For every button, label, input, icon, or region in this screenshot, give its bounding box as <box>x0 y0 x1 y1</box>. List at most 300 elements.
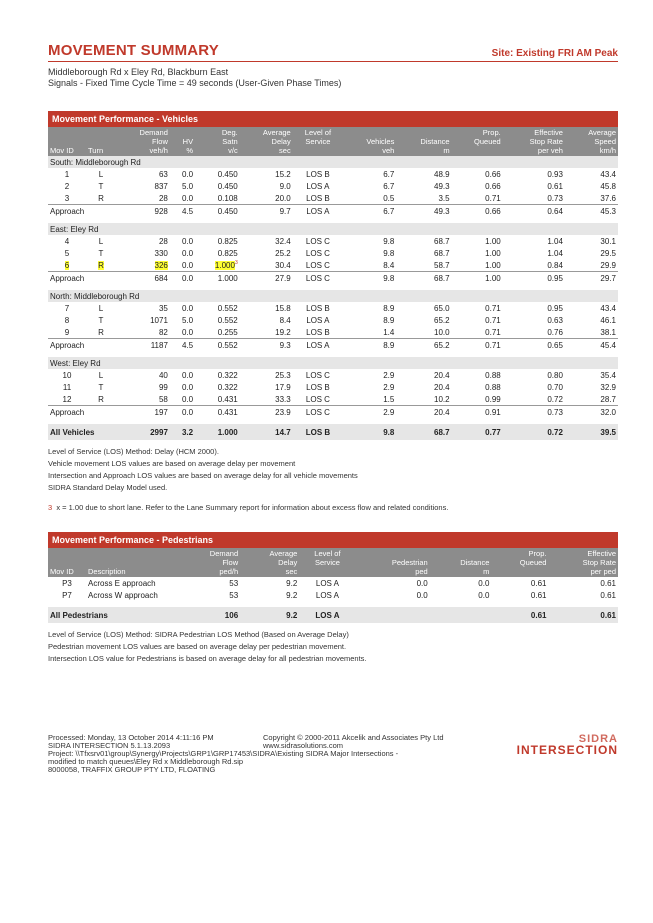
table-cell: 49.3 <box>434 181 450 191</box>
group-row <box>48 156 618 168</box>
table-cell: T <box>98 315 104 325</box>
table-cell: Across W approach <box>88 590 158 600</box>
table-cell: 0.0 <box>478 590 490 600</box>
table-cell: 0.0 <box>416 578 428 588</box>
license-text: 8000058, TRAFFIX GROUP PTY LTD, FLOATING <box>48 765 216 774</box>
table-cell: 9.2 <box>240 607 299 623</box>
table-cell: 7 <box>64 303 70 313</box>
table-cell: 28 <box>158 236 168 246</box>
approach-group-label: East: Eley Rd <box>48 223 618 235</box>
table-cell: LOS A <box>299 607 355 623</box>
table-cell: 10.0 <box>434 327 450 337</box>
table-cell: L <box>98 370 104 380</box>
table-cell: 0.0 <box>181 193 194 203</box>
table-cell: 65.2 <box>434 315 450 325</box>
table-cell: 0.71 <box>485 315 501 325</box>
col-hv: HV % <box>170 127 195 156</box>
table-cell: 10.2 <box>434 394 450 404</box>
table-row <box>48 247 618 259</box>
table-cell: 17.9 <box>275 382 291 392</box>
table-cell: 14.7 <box>240 424 293 440</box>
report-header <box>48 42 618 62</box>
table-cell: 0.66 <box>485 169 501 179</box>
pedestrians-notes <box>48 629 618 665</box>
table-cell: 33.3 <box>275 394 291 404</box>
col-average-delay: Average Delay sec <box>240 548 299 577</box>
table-cell: 10 <box>62 370 72 380</box>
table-row <box>48 589 618 601</box>
footnote-text: x = 1.00 due to short lane. Refer to the Lane Summary report for information about excess flow and related conditions. <box>56 503 449 512</box>
table-cell: R <box>98 193 104 203</box>
table-cell: LOS C <box>293 406 343 419</box>
table-cell: All Pedestrians <box>48 607 180 623</box>
table-cell: T <box>98 382 104 392</box>
highlighted-value: 1.000 <box>214 260 235 270</box>
col-mov-id: Mov ID <box>48 548 86 577</box>
col-queue-distance: Distance m <box>396 127 451 156</box>
approach-group-label: West: Eley Rd <box>48 357 618 369</box>
table-cell: 0.0 <box>181 382 194 392</box>
table-cell: 0.76 <box>547 327 563 337</box>
table-cell: 0.450 <box>217 181 238 191</box>
table-cell: LOS B <box>306 303 330 313</box>
table-cell: LOS A <box>293 339 343 352</box>
table-cell: 20.4 <box>434 370 450 380</box>
col-level-of-service: Level of Service <box>293 127 343 156</box>
table-cell: 0.61 <box>530 578 547 588</box>
table-cell: 29.7 <box>565 272 618 285</box>
table-cell: 0.71 <box>485 193 501 203</box>
table-cell: 0.63 <box>547 315 563 325</box>
copyright-text: Copyright © 2000-2011 Akcelik and Associates Pty Ltd <box>263 733 444 742</box>
approach-row <box>48 406 618 419</box>
table-cell: 65.0 <box>434 303 450 313</box>
table-cell: 0.0 <box>170 406 195 419</box>
table-cell: 0.91 <box>452 406 503 419</box>
pedestrians-note: Pedestrian movement LOS values are based on average delay per pedestrian movement. <box>48 642 347 651</box>
table-cell: 65.2 <box>396 339 451 352</box>
footnote-marker: 3 <box>48 503 53 512</box>
col-demand-flow: Demand Flow veh/h <box>116 127 170 156</box>
table-cell: 0.80 <box>547 370 563 380</box>
col-deg-satn: Deg. Satn v/c <box>195 127 240 156</box>
table-cell: 0.93 <box>547 169 563 179</box>
vehicles-note: SIDRA Standard Delay Model used. <box>48 483 168 492</box>
table-cell: 8.9 <box>383 303 395 313</box>
table-cell: 9.2 <box>286 590 298 600</box>
table-cell: 9 <box>64 327 70 337</box>
table-cell: 6.7 <box>383 181 395 191</box>
table-cell: 0.0 <box>181 260 194 270</box>
table-cell: 0.431 <box>217 394 238 404</box>
table-cell: 0.66 <box>452 205 503 218</box>
table-cell: LOS B <box>306 382 330 392</box>
table-cell: 53 <box>229 590 239 600</box>
table-cell: LOS C <box>305 248 330 258</box>
table-cell: 58 <box>158 394 168 404</box>
table-row <box>48 302 618 314</box>
vehicles-table <box>48 127 618 440</box>
highlighted-value: 6 <box>64 260 70 270</box>
table-cell <box>116 259 170 272</box>
location-text: Middleborough Rd x Eley Rd, Blackburn East <box>48 67 229 77</box>
table-cell: 20.0 <box>275 193 291 203</box>
table-cell: 23.9 <box>240 406 293 419</box>
col-description: Description <box>86 548 180 577</box>
table-cell: 0.108 <box>217 193 238 203</box>
logo-bottom-text: INTERSECTION <box>516 743 618 757</box>
table-cell: 9.7 <box>240 205 293 218</box>
table-cell: 3.2 <box>170 424 195 440</box>
table-cell: 0.71 <box>485 327 501 337</box>
table-cell: 46.1 <box>600 315 616 325</box>
table-cell: 37.6 <box>600 193 616 203</box>
table-cell: LOS A <box>315 590 339 600</box>
table-cell: Approach <box>48 339 116 352</box>
table-cell: 1.04 <box>547 236 563 246</box>
pedestrians-note: Intersection LOS value for Pedestrians is based on average delay for all pedestrian movements. <box>48 654 367 663</box>
table-cell: 1.00 <box>485 236 501 246</box>
table-cell <box>86 259 116 272</box>
col-prop-queued: Prop. Queued <box>452 127 503 156</box>
table-cell: LOS A <box>293 205 343 218</box>
table-cell: 0.61 <box>491 607 548 623</box>
version-text: SIDRA INTERSECTION 5.1.13.2093 <box>48 741 171 750</box>
vehicles-header-row <box>48 127 618 156</box>
table-row <box>48 259 618 272</box>
table-cell: 0.0 <box>181 370 194 380</box>
col-prop-queued: Prop. Queued <box>491 548 548 577</box>
table-cell: LOS B <box>306 169 330 179</box>
table-cell: 20.4 <box>396 406 451 419</box>
table-cell: 0.73 <box>547 193 563 203</box>
approach-group-label: South: Middleborough Rd <box>48 156 618 168</box>
table-cell: 5.0 <box>181 315 194 325</box>
col-queue-distance: Distance m <box>430 548 492 577</box>
table-cell: 68.7 <box>396 424 451 440</box>
table-cell: 20.4 <box>434 382 450 392</box>
table-cell: 35.4 <box>600 370 616 380</box>
table-cell: L <box>98 169 104 179</box>
table-cell: 9.8 <box>383 248 395 258</box>
table-cell: 0.66 <box>485 181 501 191</box>
table-cell: 0.64 <box>503 205 565 218</box>
table-cell: 1.5 <box>383 394 395 404</box>
table-cell: 0.77 <box>452 424 503 440</box>
table-cell: 0.95 <box>503 272 565 285</box>
table-cell: 32.0 <box>565 406 618 419</box>
table-cell: 1.04 <box>547 248 563 258</box>
table-cell: 0.450 <box>195 205 240 218</box>
col-demand-flow: Demand Flow ped/h <box>180 548 240 577</box>
project-path-cont: modified to match queues\Eley Rd x Middleborough Rd.sip <box>48 757 244 766</box>
table-cell: 0.825 <box>217 248 238 258</box>
col-average-speed: Average Speed km/h <box>565 127 618 156</box>
table-cell: 25.3 <box>275 370 291 380</box>
table-cell: LOS A <box>306 315 330 325</box>
table-cell: T <box>98 181 104 191</box>
table-cell: 30.4 <box>275 260 291 270</box>
table-cell: 8.9 <box>383 315 395 325</box>
table-cell: 15.2 <box>275 169 291 179</box>
table-cell: 0.0 <box>170 272 195 285</box>
table-cell: 837 <box>154 181 168 191</box>
pedestrians-section <box>48 532 618 665</box>
approach-row <box>48 272 618 285</box>
table-cell: 0.61 <box>600 578 616 588</box>
group-row <box>48 290 618 302</box>
vehicles-section-title: Movement Performance - Vehicles <box>48 111 618 127</box>
approach-row <box>48 339 618 352</box>
col-queue-pedestrian: Pedestrian ped <box>356 548 430 577</box>
vehicles-note: Intersection and Approach LOS values are based on average delay for all vehicle movements <box>48 471 358 480</box>
table-cell: 0.0 <box>181 303 194 313</box>
table-cell: 28.7 <box>600 394 616 404</box>
table-cell: 30.1 <box>600 236 616 246</box>
table-row <box>48 326 618 339</box>
table-row <box>48 235 618 247</box>
table-row <box>48 393 618 406</box>
table-row <box>48 192 618 205</box>
vehicles-section <box>48 111 618 514</box>
table-cell: LOS A <box>306 181 330 191</box>
table-cell: LOS B <box>293 424 343 440</box>
table-cell: 2.9 <box>343 406 396 419</box>
table-cell: 2 <box>64 181 70 191</box>
table-cell: 19.2 <box>275 327 291 337</box>
table-cell: T <box>98 248 104 258</box>
pedestrians-note: Level of Service (LOS) Method: SIDRA Pedestrian LOS Method (Based on Average Delay) <box>48 630 349 639</box>
table-cell: 9.3 <box>240 339 293 352</box>
table-cell: 0.825 <box>217 236 238 246</box>
table-row <box>48 369 618 381</box>
table-cell: 1.4 <box>383 327 395 337</box>
table-cell: 43.4 <box>600 169 616 179</box>
table-cell: LOS B <box>306 193 330 203</box>
pedestrians-header-row <box>48 548 618 577</box>
col-mov-id: Mov ID <box>48 127 86 156</box>
table-cell: 928 <box>116 205 170 218</box>
table-cell: 0.5 <box>383 193 395 203</box>
table-cell: 40 <box>158 370 168 380</box>
table-cell: 68.7 <box>396 272 451 285</box>
table-cell: 45.8 <box>600 181 616 191</box>
table-cell: 1.00 <box>485 248 501 258</box>
table-cell: 9.2 <box>286 578 298 588</box>
table-cell: 0.61 <box>600 590 616 600</box>
table-cell: 0.71 <box>485 303 501 313</box>
table-cell: 35 <box>158 303 168 313</box>
table-cell: 0.552 <box>195 339 240 352</box>
table-cell: 0.0 <box>181 169 194 179</box>
logo-top-text: SIDRA <box>578 733 618 745</box>
website-link[interactable]: www.sidrasolutions.com <box>263 741 344 750</box>
sidra-logo <box>517 734 618 756</box>
table-cell: 6.7 <box>383 169 395 179</box>
table-cell: 58.7 <box>434 260 450 270</box>
table-row <box>48 381 618 393</box>
table-cell: LOS C <box>305 236 330 246</box>
table-cell: Across E approach <box>88 578 156 588</box>
table-cell: 0.72 <box>547 394 563 404</box>
table-cell: 330 <box>154 248 168 258</box>
approach-group-label: North: Middleborough Rd <box>48 290 618 302</box>
pedestrians-table-body <box>48 577 618 623</box>
highlighted-value: R <box>98 260 104 270</box>
report-footer <box>48 734 618 774</box>
table-cell: 63 <box>158 169 168 179</box>
table-cell: 8.4 <box>383 260 395 270</box>
table-cell: 8.9 <box>343 339 396 352</box>
table-cell: 0.0 <box>181 236 194 246</box>
table-cell: 106 <box>180 607 240 623</box>
table-cell: 5.0 <box>181 181 194 191</box>
report-page <box>48 42 618 665</box>
table-cell: 8 <box>64 315 70 325</box>
table-cell: 197 <box>116 406 170 419</box>
table-cell: 0.61 <box>530 590 547 600</box>
table-cell: 27.9 <box>240 272 293 285</box>
table-cell: 5 <box>64 248 70 258</box>
table-cell: LOS B <box>306 327 330 337</box>
table-cell <box>48 259 86 272</box>
table-cell: R <box>98 394 104 404</box>
all-vehicles-row <box>48 424 618 440</box>
table-cell: 0.84 <box>547 260 563 270</box>
vehicles-note: Vehicle movement LOS values are based on average delay per movement <box>48 459 296 468</box>
table-cell: 25.2 <box>275 248 291 258</box>
table-cell: 45.4 <box>565 339 618 352</box>
table-cell: 2.9 <box>383 382 395 392</box>
vehicles-note: Level of Service (LOS) Method: Delay (HCM 2000). <box>48 447 219 456</box>
table-cell: LOS C <box>293 272 343 285</box>
table-cell: 4.5 <box>170 339 195 352</box>
table-cell: 0.0 <box>181 394 194 404</box>
table-cell: All Vehicles <box>48 424 116 440</box>
table-cell: 43.4 <box>600 303 616 313</box>
table-cell: LOS C <box>305 394 330 404</box>
vehicles-table-body <box>48 156 618 440</box>
highlighted-value: 326 <box>154 260 168 270</box>
table-cell: 45.3 <box>565 205 618 218</box>
table-cell: 0.450 <box>217 169 238 179</box>
col-turn: Turn <box>86 127 116 156</box>
table-cell: 684 <box>116 272 170 285</box>
col-level-of-service: Level of Service <box>299 548 355 577</box>
table-cell: 29.5 <box>600 248 616 258</box>
table-cell: 1071 <box>150 315 168 325</box>
pedestrians-section-title: Movement Performance - Pedestrians <box>48 532 618 548</box>
table-cell: 49.3 <box>396 205 451 218</box>
table-cell: R <box>98 327 104 337</box>
table-cell: P7 <box>62 590 72 600</box>
table-cell: 0.322 <box>217 370 238 380</box>
col-queue-vehicles: Vehicles veh <box>343 127 396 156</box>
table-cell: 0.0 <box>416 590 428 600</box>
table-cell: 0.322 <box>217 382 238 392</box>
table-cell: 28 <box>158 193 168 203</box>
table-cell: 68.7 <box>434 236 450 246</box>
table-cell: 1.000 <box>195 272 240 285</box>
table-cell: 99 <box>158 382 168 392</box>
table-cell: 9.0 <box>279 181 291 191</box>
table-cell: 0.65 <box>503 339 565 352</box>
table-cell: 39.5 <box>565 424 618 440</box>
table-cell: 4 <box>64 236 70 246</box>
table-cell: 3 <box>64 193 70 203</box>
table-cell: 1187 <box>116 339 170 352</box>
table-cell: 0.431 <box>195 406 240 419</box>
table-cell: 68.7 <box>434 248 450 258</box>
table-cell: 1.00 <box>452 272 503 285</box>
table-cell: 0.552 <box>217 303 238 313</box>
table-cell: 9.8 <box>383 236 395 246</box>
table-row <box>48 314 618 326</box>
table-cell: 1 <box>64 169 70 179</box>
table-cell: 4.5 <box>170 205 195 218</box>
group-row <box>48 223 618 235</box>
all-pedestrians-row <box>48 607 618 623</box>
table-cell: 15.8 <box>275 303 291 313</box>
table-cell: 0.71 <box>452 339 503 352</box>
table-cell: 8.4 <box>279 315 291 325</box>
table-cell: 0.72 <box>503 424 565 440</box>
footnote-ref: 3 <box>234 260 238 267</box>
table-cell: P3 <box>62 578 72 588</box>
table-cell: 0.0 <box>181 248 194 258</box>
table-cell: 0.0 <box>181 327 194 337</box>
table-cell: 0.255 <box>217 327 238 337</box>
table-cell <box>430 607 492 623</box>
table-row <box>48 180 618 192</box>
table-cell: 38.1 <box>600 327 616 337</box>
processed-text: Processed: Monday, 13 October 2014 4:11:16 PM <box>48 733 214 742</box>
table-cell: 9.8 <box>343 424 396 440</box>
pedestrians-table <box>48 548 618 623</box>
table-cell: 6.7 <box>343 205 396 218</box>
project-path: Project: \\Tfxsrv01\group\Synergy\Projects\GRP1\GRP17453\SIDRA\Existing SIDRA Major Intersections - <box>48 749 399 758</box>
site-name: Site: Existing FRI AM Peak <box>491 48 618 59</box>
table-cell: 2997 <box>116 424 170 440</box>
table-cell: 0.73 <box>503 406 565 419</box>
col-effective-stop-rate: Effective Stop Rate per ped <box>548 548 618 577</box>
table-cell: L <box>98 236 104 246</box>
footnote <box>48 502 618 514</box>
signals-text: Signals - Fixed Time Cycle Time = 49 seconds (User-Given Phase Times) <box>48 78 342 88</box>
table-cell: 0.0 <box>478 578 490 588</box>
table-cell: 53 <box>229 578 239 588</box>
table-cell: LOS C <box>305 260 330 270</box>
table-cell <box>195 259 240 272</box>
table-cell: 82 <box>158 327 168 337</box>
table-cell: 1.000 <box>195 424 240 440</box>
table-cell: 48.9 <box>434 169 450 179</box>
table-cell: 1.00 <box>485 260 501 270</box>
table-cell: 12 <box>62 394 72 404</box>
table-cell: 29.9 <box>600 260 616 270</box>
table-cell: Approach <box>48 406 116 419</box>
table-cell: 0.70 <box>547 382 563 392</box>
table-cell: 0.99 <box>485 394 501 404</box>
table-cell <box>356 607 430 623</box>
table-cell: 0.88 <box>485 370 501 380</box>
table-row <box>48 577 618 589</box>
table-cell: LOS C <box>305 370 330 380</box>
table-cell: 0.552 <box>217 315 238 325</box>
table-cell: 0.95 <box>547 303 563 313</box>
col-average-delay: Average Delay sec <box>240 127 293 156</box>
vehicles-notes <box>48 446 618 514</box>
